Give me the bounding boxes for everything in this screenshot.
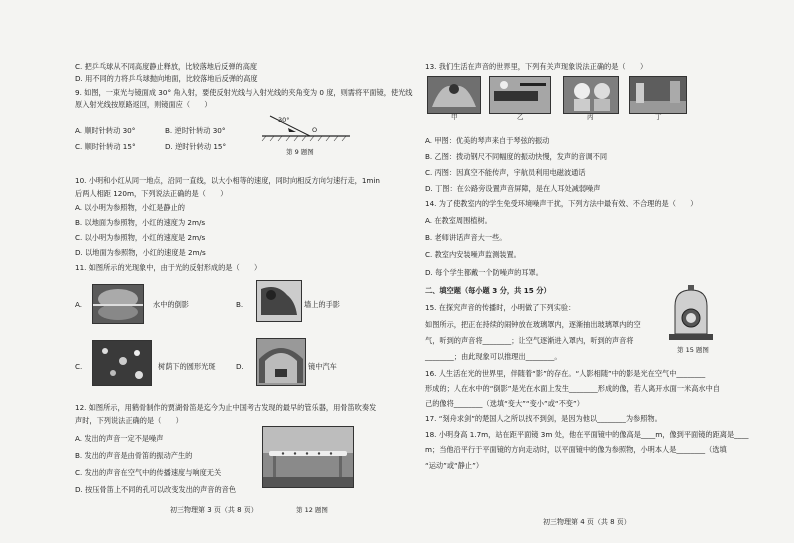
q9-stem-line2: 原入射光线按原路返回，则镜面应（ ） [75,100,212,109]
q14-option-d: D. 每个学生都戴一个防噪声的耳罩。 [425,268,543,277]
q15-line4: ________；由此现象可以推理出________。 [425,352,562,361]
q8-option-c: C. 把乒乓球从不同高度静止释放，比较落地后反弹的高度 [75,62,258,71]
q13-option-b: B. 乙图：拨动钢尺不同幅度的振动快慢，发声的音调不同 [425,152,608,161]
q11-option-d-label: 镜中汽车 [308,362,337,371]
q10-stem-line2: 后两人相距 120m，下列说法正确的是（ ） [75,189,228,198]
q16-line1: 16. 人生活在光的世界里，伴随着“影”的存在。“人影相随”中的影是光在空气中________ [425,369,706,378]
left-page-footer: 初三物理第 3 页（共 8 页） [170,506,258,514]
q16-line3: 己的像将________（选填“变大”“变小”或“不变”） [425,399,584,408]
q14-option-a: A. 在教室周围植树。 [425,216,492,225]
q8-option-d: D. 用不同的力将乒乓球抛向地面，比较落地后反弹的高度 [75,74,258,83]
q13-option-c: C. 丙图：因真空不能传声，宇航员利用电磁波通话 [425,168,586,177]
q15-figure-caption: 第 15 题图 [677,346,709,354]
q14-stem: 14. 为了使教室内的学生免受环境噪声干扰，下列方法中最有效、不合理的是（ ） [425,199,698,208]
q13-image-yi [489,76,551,114]
q11-option-a-letter: A. [75,300,83,309]
q9-figure-caption: 第 9 题图 [286,148,314,156]
q10-stem-line1: 10. 小明和小红从同一地点，沿同一直线，以大小相等的速度，同时向相反方向匀速行走，1min [75,176,380,185]
q18-line2: m；当他沿平行于平面镜的方向走动时，以平面镜中的像为参照物，小明本人是________（选填 [425,445,727,454]
q13-option-d: D. 丁图：在公路旁设置声音屏障，是在人耳处减弱噪声 [425,184,601,193]
q16-line2: 形成的；人在水中的“倒影”是光在水面上发生________形成的像，若人离开水面一米高水中自 [425,384,720,393]
q13-label-yi: 乙 [517,113,524,121]
q9-stem-line1: 9. 如图，一束光与镜面成 30° 角入射，要使反射光线与入射光线的夹角变为 0 度，则需将平面镜，使光线 [75,88,413,97]
q18-line3: “运动”或“静止”） [425,461,484,470]
q15-line3: 气，听到的声音将________；让空气逐渐进入罩内，听到的声音将 [425,336,634,345]
q12-option-d: D. 按压骨笛上不同的孔可以改变发出的声音的音色 [75,485,237,494]
q12-option-a: A. 发出的声音一定不是噪声 [75,434,164,443]
q9-angle-label: 30° [278,116,290,124]
q15-line2: 如图所示，把正在持续的闹钟放在玻璃罩内，逐渐抽出玻璃罩内的空 [425,320,641,329]
q15-line1: 15. 在探究声音的传播时，小明做了下列实验： [425,303,576,312]
q11-option-b-letter: B. [236,300,244,309]
q11-option-b-label: 墙上的手影 [304,300,340,309]
q11-option-c-image [92,340,152,386]
q11-option-a-image [92,284,144,324]
q9-point-label: O [312,126,318,134]
right-page [397,0,794,543]
q13-option-a: A. 甲图：优美的琴声来自于琴弦的振动 [425,136,550,145]
q18-line1: 18. 小明身高 1.7m，站在距平面镜 3m 处，他在平面镜中的像高是____m，像到平面镜的距离是____ [425,430,749,439]
q9-option-d: D. 逆时针转动 15° [165,142,227,151]
q13-stem: 13. 我们生活在声音的世界里，下列有关声现象说法正确的是（ ） [425,62,648,71]
q9-option-b: B. 逆时针转动 30° [165,126,226,135]
q9-option-c: C. 顺时针转动 15° [75,142,136,151]
q12-figure-caption: 第 12 题图 [296,506,328,514]
q12-option-c: C. 发出的声音在空气中的传播速度与响度无关 [75,468,222,477]
q11-option-d-image [256,338,306,386]
q17-line1: 17. “刻舟求剑”的楚国人之所以找不到剑，是因为他以________为参照物。 [425,414,662,423]
q13-image-ding [629,76,687,114]
q10-option-a: A. 以小明为参照物，小红是静止的 [75,203,185,212]
q11-option-d-letter: D. [236,362,244,371]
right-page-footer: 初三物理第 4 页（共 8 页） [543,518,631,526]
q13-image-jia [427,76,481,114]
q10-option-c: C. 以小明为参照物，小红的速度是 2m/s [75,233,206,242]
q11-stem: 11. 如图所示的光现象中，由于光的反射形成的是（ ） [75,263,262,272]
q14-option-c: C. 教室内安装噪声监测装置。 [425,250,521,259]
q13-label-ding: 丁 [655,113,662,121]
q13-label-bing: 丙 [587,113,594,121]
q9-mirror-figure [258,112,354,142]
q13-image-bing [563,76,619,114]
q10-option-b: B. 以地面为参照物，小红的速度为 2m/s [75,218,206,227]
q14-option-b: B. 老师讲话声音大一些。 [425,233,507,242]
q11-option-c-letter: C. [75,362,83,371]
q9-option-a: A. 顺时针转动 30° [75,126,136,135]
q11-option-c-label: 树荫下的圆形光斑 [158,362,216,371]
q12-stem-line2: 声时，下列说法正确的是（ ） [75,416,183,425]
q11-option-b-image [256,280,302,322]
q15-bell-jar-figure [667,284,715,342]
q13-label-jia: 甲 [451,113,458,121]
q10-option-d: D. 以地面为参照物，小红的速度是 2m/s [75,248,206,257]
q11-option-a-label: 水中的倒影 [153,300,189,309]
q12-bone-flute-image [262,426,354,488]
q12-stem-line1: 12. 如图所示，用鹤骨制作的贾湖骨笛是迄今为止中国考古发现的最早的管乐器，用骨笛吹奏发 [75,403,377,412]
q12-option-b: B. 发出的声音是由骨笛的振动产生的 [75,451,193,460]
section-fill-in-title: 二、填空题（每小题 3 分，共 15 分） [425,286,551,295]
